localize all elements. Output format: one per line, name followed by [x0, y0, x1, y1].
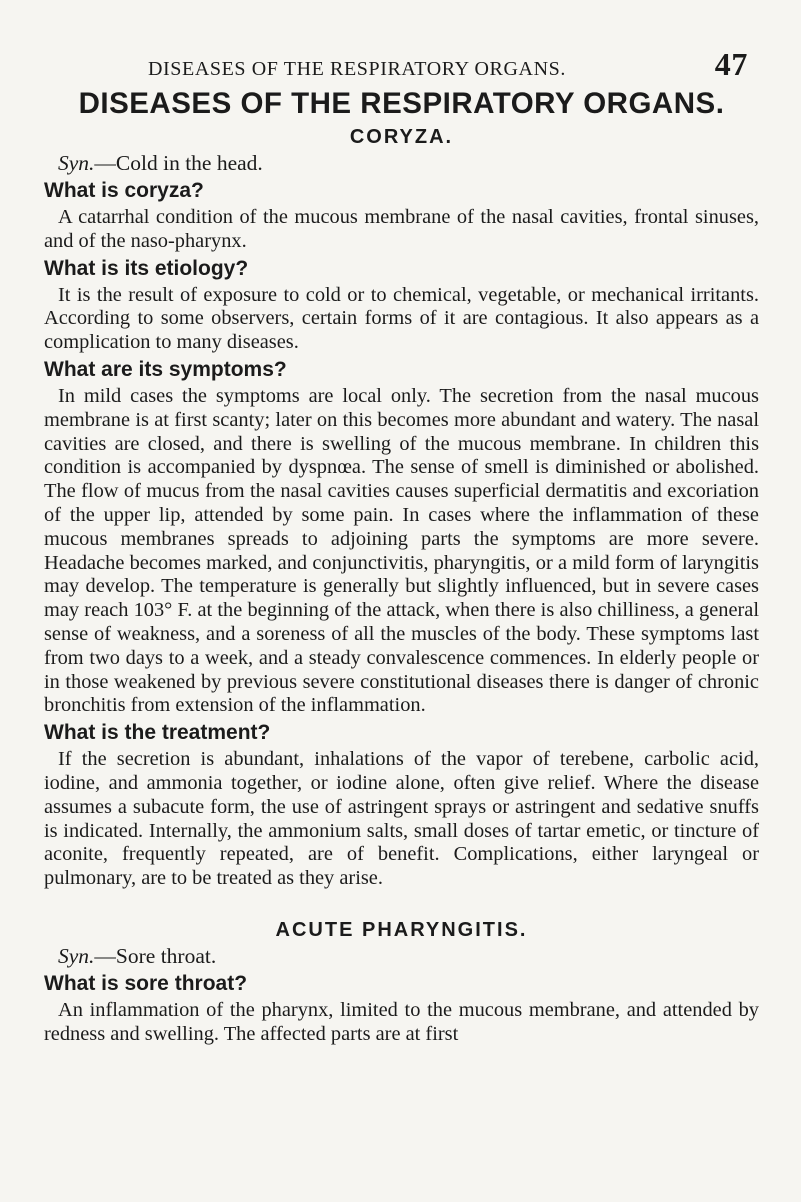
question: What are its symptoms? — [44, 357, 287, 381]
synonym-line — [58, 150, 759, 176]
question: What is sore throat? — [44, 971, 248, 995]
chapter-title: DISEASES OF THE RESPIRATORY ORGANS. — [78, 87, 725, 120]
answer-paragraph: If the secretion is abundant, inhalations of the vapor of terebene, carbolic acid, iodine, and ammonia together, or iodine alone, often give relief. Where the disease assumes a subacute form, the use of astringent sprays or astringent and sedative snuffs is indicated. Internally, the ammonium salts, small doses of tartar emetic, or tincture of aconite, frequently repeated, are of benefit. Complications, either laryngeal or pulmonary, are to be treated as they arise. — [44, 748, 759, 890]
page-number: 47 — [714, 46, 748, 82]
answer-paragraph: An inflammation of the pharynx, limited to the mucous membrane, and attended by redness and swelling. The affected parts are at first — [44, 998, 759, 1045]
answer-paragraph: It is the result of exposure to cold or to chemical, vegetable, or mechanical irritants. According to some observers, certain forms of it are contagious. It also appears as a complication to many diseases. — [44, 283, 759, 354]
question: What is coryza? — [44, 179, 204, 202]
synonym-text: —Cold in the head. — [94, 151, 263, 175]
synonym-label: Syn. — [58, 943, 95, 968]
synonym-line — [58, 943, 759, 969]
section-heading-coryza: CORYZA. — [349, 126, 454, 148]
synonym-label: Syn. — [58, 151, 95, 175]
answer-paragraph: In mild cases the symptoms are local only. The secretion from the nasal mucous membrane is at first scanty; later on this becomes more abundant and watery. The nasal cavities are closed, and there is swelling of the mucous membrane. In children this condition is accompanied by dyspnœa. The sense of smell is diminished or abolished. The flow of mucus from the nasal cavities causes superficial dermatitis and excoriation of the upper lip, attended by some pain. In cases where the inflammation of these mucous membranes spreads to adjoining parts the symptoms are more severe. Headache becomes marked, and conjunctivitis, pharyngitis, or a mild form of laryngitis may develop. The temperature is generally but slightly influenced, but in severe cases may reach 103° F. at the beginning of the attack, when there is also chilliness, a general sense of weakness, and a soreness of all the muscles of the body. These symptoms last from two days to a week, and a steady convalescence commences. In elderly people or in those weakened by previous severe constitutional diseases there is danger of chronic bronchitis from extension of the inflammation. — [44, 384, 759, 717]
synonym-text: —Sore throat. — [94, 943, 217, 968]
page-content — [44, 84, 759, 1047]
running-head-title: DISEASES OF THE RESPIRATORY ORGANS. — [148, 58, 566, 80]
question: What is the treatment? — [44, 721, 271, 745]
running-head — [148, 46, 748, 86]
answer-paragraph: A catarrhal condition of the mucous membrane of the nasal cavities, frontal sinuses, and of the naso-pharynx. — [44, 206, 759, 252]
section-heading-acute-pharyngitis: ACUTE PHARYNGITIS. — [275, 918, 528, 941]
question: What is its etiology? — [44, 256, 249, 280]
